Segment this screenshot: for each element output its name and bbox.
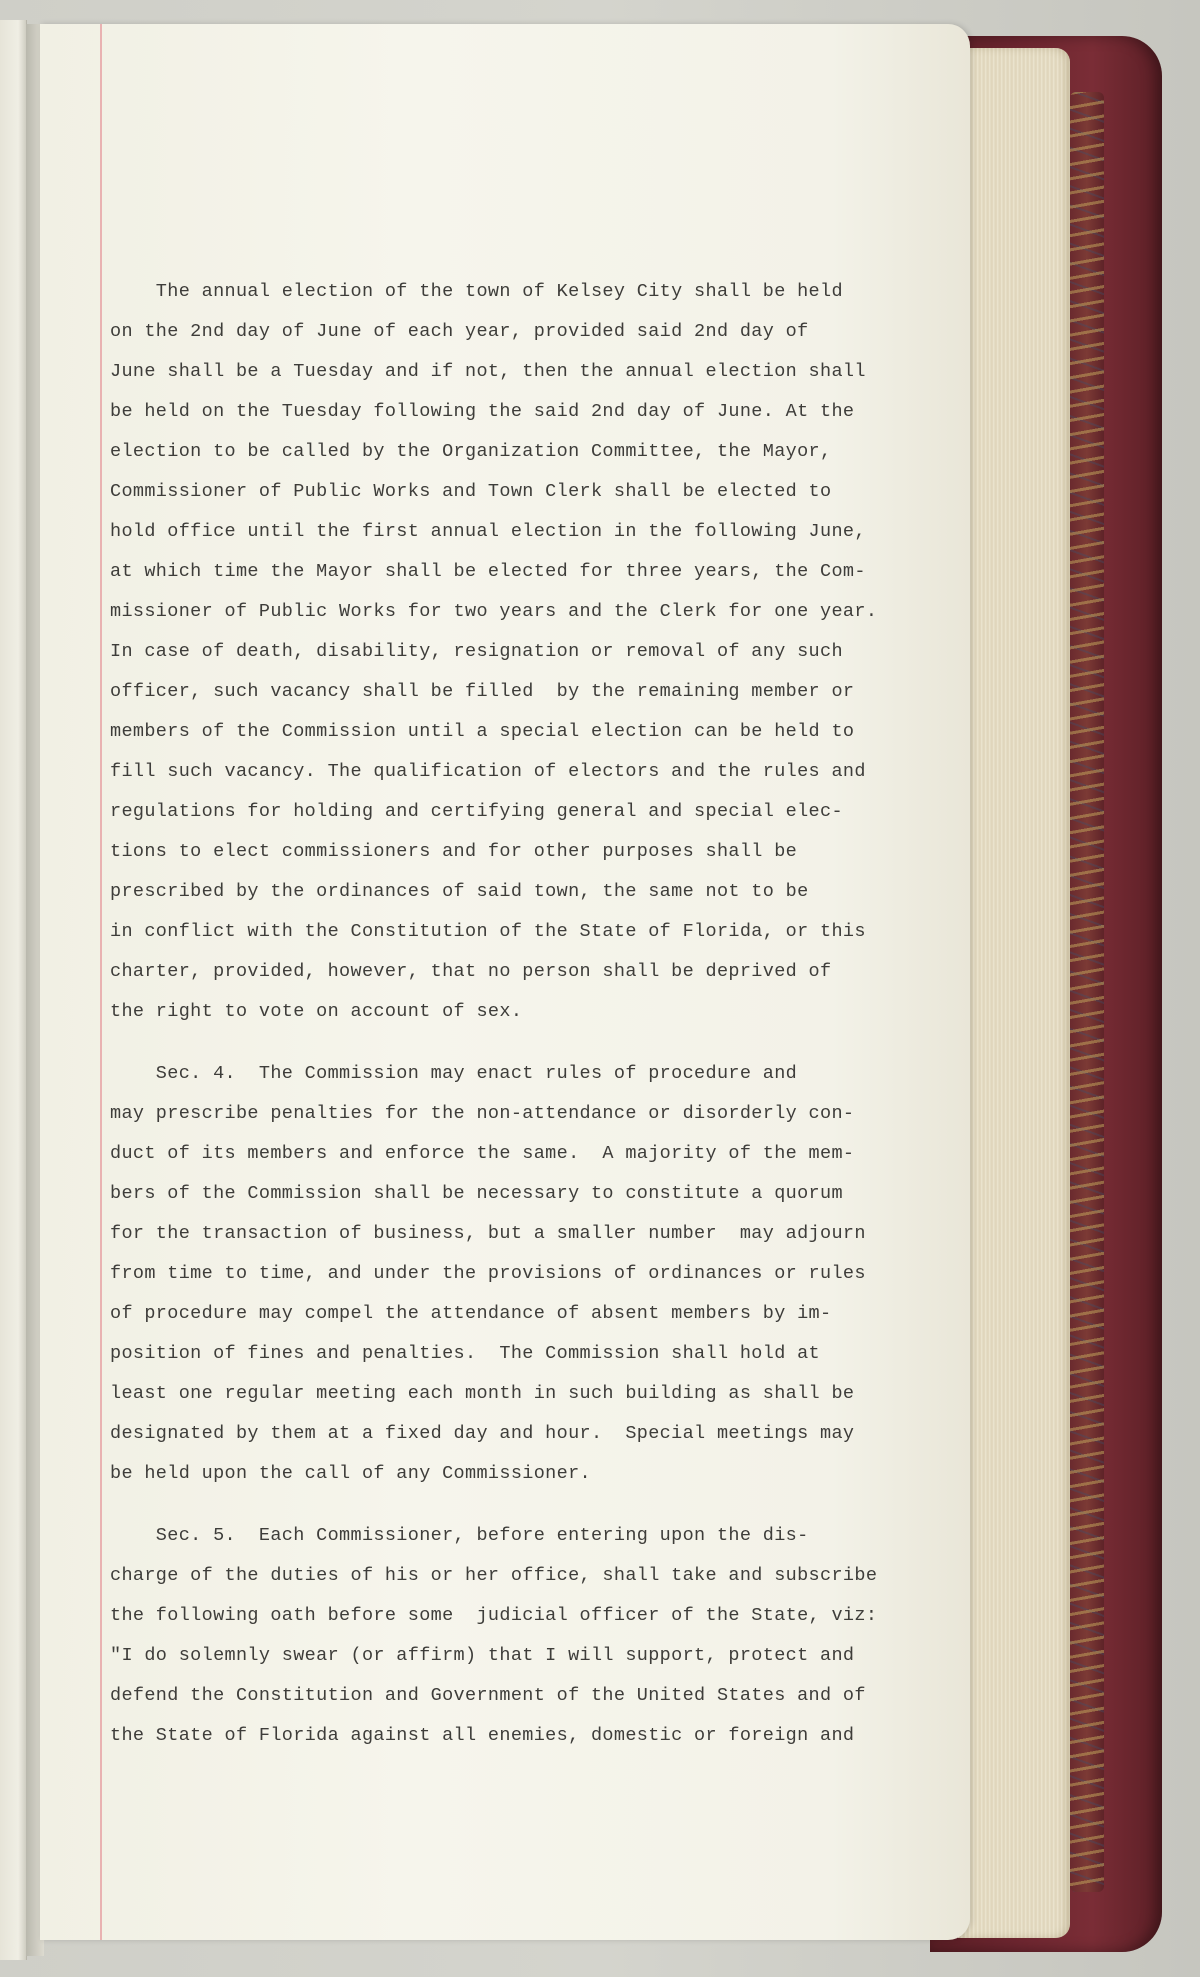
text-line: be held upon the call of any Commissioner. bbox=[110, 1463, 591, 1484]
paragraph-spacer bbox=[110, 1494, 910, 1516]
text-line: tions to elect commissioners and for other purposes shall be bbox=[110, 841, 798, 862]
text-line: Sec. 5. Each Commissioner, before entering upon the dis- bbox=[110, 1525, 809, 1546]
paragraph-sec-4 bbox=[110, 1054, 910, 1494]
text-line: election to be called by the Organization Committee, the Mayor, bbox=[110, 441, 832, 462]
text-line: members of the Commission until a special election can be held to bbox=[110, 721, 855, 742]
text-line: prescribed by the ordinances of said town, the same not to be bbox=[110, 881, 809, 902]
text-line: Commissioner of Public Works and Town Clerk shall be elected to bbox=[110, 481, 832, 502]
text-line: may prescribe penalties for the non-attendance or disorderly con- bbox=[110, 1103, 855, 1124]
text-line: In case of death, disability, resignation or removal of any such bbox=[110, 641, 843, 662]
text-line: Sec. 4. The Commission may enact rules of procedure and bbox=[110, 1063, 798, 1084]
paragraph-election bbox=[110, 272, 910, 1032]
text-line: at which time the Mayor shall be elected for three years, the Com- bbox=[110, 561, 866, 582]
text-line: charter, provided, however, that no person shall be deprived of bbox=[110, 961, 832, 982]
text-line: in conflict with the Constitution of the State of Florida, or this bbox=[110, 921, 866, 942]
text-line: charge of the duties of his or her office, shall take and subscribe bbox=[110, 1565, 878, 1586]
text-line: missioner of Public Works for two years and the Clerk for one year. bbox=[110, 601, 878, 622]
text-line: be held on the Tuesday following the said 2nd day of June. At the bbox=[110, 401, 855, 422]
page-block-edge bbox=[958, 48, 1070, 1938]
typed-text bbox=[110, 272, 910, 1756]
text-line: fill such vacancy. The qualification of electors and the rules and bbox=[110, 761, 866, 782]
left-facing-page bbox=[0, 20, 27, 1960]
text-line: designated by them at a fixed day and hour. Special meetings may bbox=[110, 1423, 855, 1444]
text-line: June shall be a Tuesday and if not, then the annual election shall bbox=[110, 361, 866, 382]
text-line: for the transaction of business, but a smaller number may adjourn bbox=[110, 1223, 866, 1244]
paragraph-sec-5 bbox=[110, 1516, 910, 1756]
marbled-page-edge bbox=[1070, 92, 1104, 1892]
text-line: hold office until the first annual election in the following June, bbox=[110, 521, 866, 542]
text-line: "I do solemnly swear (or affirm) that I will support, protect and bbox=[110, 1645, 855, 1666]
text-line: position of fines and penalties. The Commission shall hold at bbox=[110, 1343, 821, 1364]
text-line: defend the Constitution and Government of the United States and of bbox=[110, 1685, 866, 1706]
text-line: the following oath before some judicial officer of the State, viz: bbox=[110, 1605, 878, 1626]
text-line: bers of the Commission shall be necessary to constitute a quorum bbox=[110, 1183, 843, 1204]
text-line: duct of its members and enforce the same. A majority of the mem- bbox=[110, 1143, 855, 1164]
text-line: The annual election of the town of Kelsey City shall be held bbox=[110, 281, 843, 302]
paragraph-spacer bbox=[110, 1032, 910, 1054]
text-line: officer, such vacancy shall be filled by the remaining member or bbox=[110, 681, 855, 702]
text-line: least one regular meeting each month in such building as shall be bbox=[110, 1383, 855, 1404]
text-line: the State of Florida against all enemies, domestic or foreign and bbox=[110, 1725, 855, 1746]
text-line: of procedure may compel the attendance of absent members by im- bbox=[110, 1303, 832, 1324]
text-line: the right to vote on account of sex. bbox=[110, 1001, 523, 1022]
text-line: regulations for holding and certifying general and special elec- bbox=[110, 801, 843, 822]
text-line: from time to time, and under the provisions of ordinances or rules bbox=[110, 1263, 866, 1284]
margin-rule bbox=[100, 24, 102, 1940]
text-line: on the 2nd day of June of each year, provided said 2nd day of bbox=[110, 321, 809, 342]
